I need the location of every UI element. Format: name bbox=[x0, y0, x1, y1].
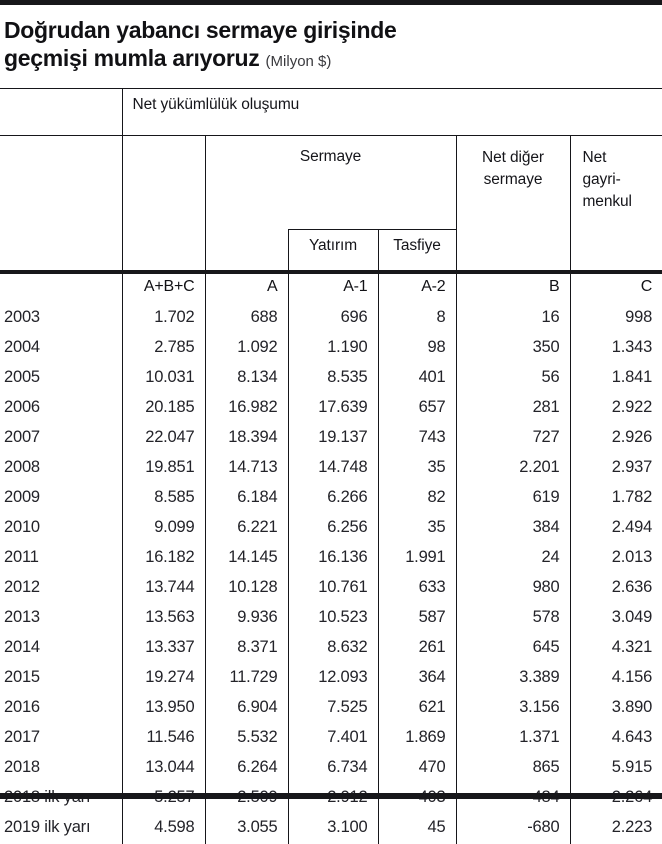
header-empty-total bbox=[122, 136, 205, 273]
row-a2: 1.869 bbox=[378, 724, 456, 754]
row-total bbox=[122, 784, 205, 814]
row-total: 2.785 bbox=[122, 334, 205, 364]
row-total: 13.337 bbox=[122, 634, 205, 664]
row-c: 2.494 bbox=[570, 514, 662, 544]
row-a2: 657 bbox=[378, 394, 456, 424]
table-row bbox=[0, 604, 662, 634]
header-net-gayrimenkul bbox=[570, 136, 662, 273]
row-total: 9.099 bbox=[122, 514, 205, 544]
row-a: 14.145 bbox=[205, 544, 288, 574]
header-net-diger-line1: Net diğer bbox=[457, 147, 570, 169]
row-a2: 82 bbox=[378, 484, 456, 514]
row-a1: 8.632 bbox=[288, 634, 378, 664]
row-b: 56 bbox=[456, 364, 570, 394]
row-c: 1.343 bbox=[570, 334, 662, 364]
row-a: 3.055 bbox=[205, 814, 288, 844]
row-b: 619 bbox=[456, 484, 570, 514]
row-a2: 35 bbox=[378, 454, 456, 484]
row-a1: 12.093 bbox=[288, 664, 378, 694]
row-a1: 696 bbox=[288, 304, 378, 334]
header-row-main bbox=[0, 136, 662, 230]
row-b: 24 bbox=[456, 544, 570, 574]
row-c: 2.937 bbox=[570, 454, 662, 484]
row-a2: 1.991 bbox=[378, 544, 456, 574]
row-b: 350 bbox=[456, 334, 570, 364]
row-a1: 17.639 bbox=[288, 394, 378, 424]
title-line-2 bbox=[4, 44, 644, 76]
row-a1: 7.401 bbox=[288, 724, 378, 754]
row-c: 2.922 bbox=[570, 394, 662, 424]
header-label-col bbox=[0, 136, 122, 273]
row-a2: 98 bbox=[378, 334, 456, 364]
row-c: 2.636 bbox=[570, 574, 662, 604]
row-label: 2004 bbox=[0, 334, 122, 364]
row-b: 2.201 bbox=[456, 454, 570, 484]
row-c: 1.841 bbox=[570, 364, 662, 394]
row-c: 4.156 bbox=[570, 664, 662, 694]
row-a2: 8 bbox=[378, 304, 456, 334]
row-b: 1.371 bbox=[456, 724, 570, 754]
row-a: 6.264 bbox=[205, 754, 288, 784]
row-a: 6.184 bbox=[205, 484, 288, 514]
row-c: 1.782 bbox=[570, 484, 662, 514]
row-label: 2015 bbox=[0, 664, 122, 694]
row-b bbox=[456, 784, 570, 814]
row-b: 727 bbox=[456, 424, 570, 454]
row-total: 16.182 bbox=[122, 544, 205, 574]
row-label: 2016 bbox=[0, 694, 122, 724]
row-total: 8.585 bbox=[122, 484, 205, 514]
header-net-gayri-line2: gayri- bbox=[583, 169, 662, 191]
table-row bbox=[0, 454, 662, 484]
row-b: -680 bbox=[456, 814, 570, 844]
code-a2: A-2 bbox=[378, 272, 456, 304]
row-label: 2017 bbox=[0, 724, 122, 754]
table-row bbox=[0, 484, 662, 514]
row-b: 384 bbox=[456, 514, 570, 544]
row-a1: 3.100 bbox=[288, 814, 378, 844]
header-empty-a bbox=[205, 230, 288, 273]
row-c: 5.915 bbox=[570, 754, 662, 784]
table-row bbox=[0, 814, 662, 844]
code-b: B bbox=[456, 272, 570, 304]
row-a: 6.904 bbox=[205, 694, 288, 724]
title-line-1: Doğrudan yabancı sermaye girişinde bbox=[4, 16, 644, 44]
row-total: 20.185 bbox=[122, 394, 205, 424]
row-total: 13.950 bbox=[122, 694, 205, 724]
code-label bbox=[0, 272, 122, 304]
row-a2: 35 bbox=[378, 514, 456, 544]
row-b: 578 bbox=[456, 604, 570, 634]
title-unit: (Milyon $) bbox=[266, 53, 332, 70]
header-net-diger-line2: sermaye bbox=[457, 169, 570, 191]
bottom-rule bbox=[0, 793, 662, 799]
top-rule bbox=[0, 0, 662, 5]
row-a1: 10.761 bbox=[288, 574, 378, 604]
row-c: 2.926 bbox=[570, 424, 662, 454]
row-a2: 743 bbox=[378, 424, 456, 454]
table-row bbox=[0, 364, 662, 394]
data-table bbox=[0, 88, 662, 844]
row-c bbox=[570, 784, 662, 814]
row-a2: 621 bbox=[378, 694, 456, 724]
row-total: 19.851 bbox=[122, 454, 205, 484]
header-net-yukumluluk-olusumu: Net yükümlülük oluşumu bbox=[122, 89, 662, 136]
header-empty-corner bbox=[0, 89, 122, 136]
row-a2: 401 bbox=[378, 364, 456, 394]
row-a: 10.128 bbox=[205, 574, 288, 604]
row-label: 2010 bbox=[0, 514, 122, 544]
row-total: 1.702 bbox=[122, 304, 205, 334]
row-label: 2009 bbox=[0, 484, 122, 514]
row-a1: 1.190 bbox=[288, 334, 378, 364]
row-c: 998 bbox=[570, 304, 662, 334]
row-a2: 45 bbox=[378, 814, 456, 844]
row-label: 2006 bbox=[0, 394, 122, 424]
table-row bbox=[0, 334, 662, 364]
header-net-diger-sermaye bbox=[456, 136, 570, 273]
row-a2 bbox=[378, 784, 456, 814]
table-row bbox=[0, 544, 662, 574]
row-a1: 10.523 bbox=[288, 604, 378, 634]
header-row-group bbox=[0, 89, 662, 136]
row-label: 2008 bbox=[0, 454, 122, 484]
table-row bbox=[0, 514, 662, 544]
code-a: A bbox=[205, 272, 288, 304]
row-a: 1.092 bbox=[205, 334, 288, 364]
table-row bbox=[0, 784, 662, 814]
row-b: 865 bbox=[456, 754, 570, 784]
row-label: 2014 bbox=[0, 634, 122, 664]
row-total: 13.044 bbox=[122, 754, 205, 784]
row-a: 9.936 bbox=[205, 604, 288, 634]
row-c: 3.890 bbox=[570, 694, 662, 724]
row-a: 18.394 bbox=[205, 424, 288, 454]
row-a1: 6.256 bbox=[288, 514, 378, 544]
table-row bbox=[0, 304, 662, 334]
row-a1: 8.535 bbox=[288, 364, 378, 394]
row-b: 645 bbox=[456, 634, 570, 664]
header-tasfiye: Tasfiye bbox=[378, 230, 456, 273]
code-c: C bbox=[570, 272, 662, 304]
row-c: 2.223 bbox=[570, 814, 662, 844]
page-title bbox=[4, 16, 644, 76]
row-c: 4.321 bbox=[570, 634, 662, 664]
row-total: 11.546 bbox=[122, 724, 205, 754]
row-label: 2012 bbox=[0, 574, 122, 604]
row-label: 2005 bbox=[0, 364, 122, 394]
row-a2: 633 bbox=[378, 574, 456, 604]
row-label: 2018 bbox=[0, 754, 122, 784]
header-sermaye: Sermaye bbox=[205, 136, 456, 230]
row-b: 980 bbox=[456, 574, 570, 604]
row-total: 19.274 bbox=[122, 664, 205, 694]
row-total: 13.744 bbox=[122, 574, 205, 604]
row-a bbox=[205, 784, 288, 814]
row-a1: 14.748 bbox=[288, 454, 378, 484]
row-a2: 261 bbox=[378, 634, 456, 664]
row-a1: 6.734 bbox=[288, 754, 378, 784]
code-a1: A-1 bbox=[288, 272, 378, 304]
data-table-wrapper bbox=[0, 88, 662, 791]
row-b: 16 bbox=[456, 304, 570, 334]
row-label: 2007 bbox=[0, 424, 122, 454]
table-row bbox=[0, 574, 662, 604]
row-label: 2011 bbox=[0, 544, 122, 574]
row-label: 2013 bbox=[0, 604, 122, 634]
row-a1 bbox=[288, 784, 378, 814]
table-row bbox=[0, 634, 662, 664]
row-total: 4.598 bbox=[122, 814, 205, 844]
row-a2: 364 bbox=[378, 664, 456, 694]
row-a1: 6.266 bbox=[288, 484, 378, 514]
title-line-2-text: geçmişi mumla arıyoruz bbox=[4, 45, 259, 71]
row-total: 10.031 bbox=[122, 364, 205, 394]
table-row bbox=[0, 694, 662, 724]
row-a: 8.371 bbox=[205, 634, 288, 664]
row-b: 281 bbox=[456, 394, 570, 424]
row-b: 3.389 bbox=[456, 664, 570, 694]
row-label: 2003 bbox=[0, 304, 122, 334]
header-yatirim: Yatırım bbox=[288, 230, 378, 273]
table-row bbox=[0, 724, 662, 754]
row-a: 8.134 bbox=[205, 364, 288, 394]
row-a: 11.729 bbox=[205, 664, 288, 694]
row-a: 14.713 bbox=[205, 454, 288, 484]
row-label: 2019 ilk yarı bbox=[0, 814, 122, 844]
row-a1: 19.137 bbox=[288, 424, 378, 454]
table-row bbox=[0, 754, 662, 784]
header-row-codes bbox=[0, 272, 662, 304]
row-a: 5.532 bbox=[205, 724, 288, 754]
header-net-gayri-line3: menkul bbox=[583, 191, 662, 213]
header-net-gayri-line1: Net bbox=[583, 147, 662, 169]
row-label bbox=[0, 784, 122, 814]
row-b: 3.156 bbox=[456, 694, 570, 724]
row-a1: 16.136 bbox=[288, 544, 378, 574]
row-c: 4.643 bbox=[570, 724, 662, 754]
row-a: 16.982 bbox=[205, 394, 288, 424]
row-a1: 7.525 bbox=[288, 694, 378, 724]
row-a: 688 bbox=[205, 304, 288, 334]
table-row bbox=[0, 664, 662, 694]
table-row bbox=[0, 424, 662, 454]
table-row bbox=[0, 394, 662, 424]
row-a2: 587 bbox=[378, 604, 456, 634]
row-total: 22.047 bbox=[122, 424, 205, 454]
row-total: 13.563 bbox=[122, 604, 205, 634]
row-a2: 470 bbox=[378, 754, 456, 784]
row-a: 6.221 bbox=[205, 514, 288, 544]
row-c: 2.013 bbox=[570, 544, 662, 574]
row-c: 3.049 bbox=[570, 604, 662, 634]
code-total: A+B+C bbox=[122, 272, 205, 304]
